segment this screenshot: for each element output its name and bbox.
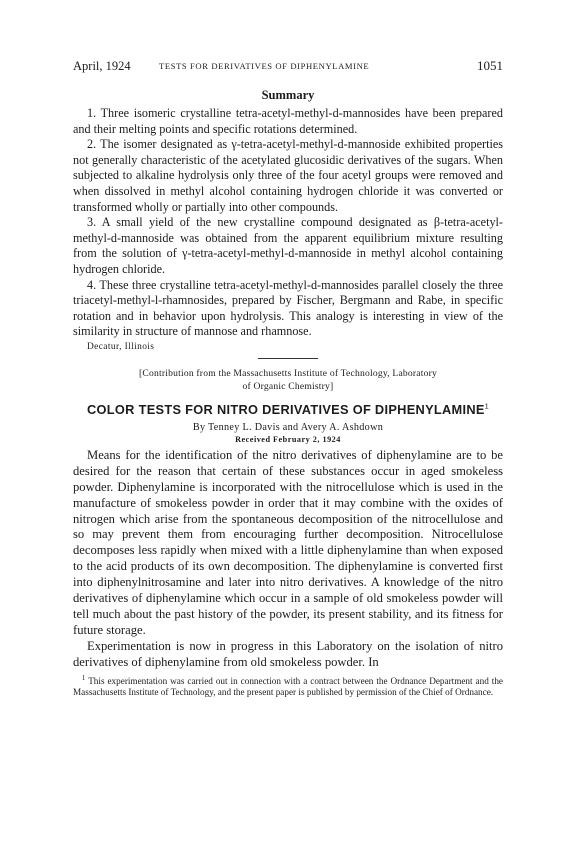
issue-date: April, 1924 xyxy=(73,59,131,73)
footnote xyxy=(73,673,503,700)
running-title: TESTS FOR DERIVATIVES OF DIPHENYLAMINE xyxy=(159,61,370,71)
body-paragraph-2: Experimentation is now in progress in this Laboratory on the isolation of nitro derivatives of diphenylamine from old smokeless powder. In xyxy=(73,638,503,669)
title-footnote-mark: 1 xyxy=(484,403,489,411)
article-title xyxy=(73,402,503,417)
article-authors: By Tenney L. Davis and Avery A. Ashdown xyxy=(192,421,384,433)
page-header xyxy=(73,58,503,76)
section-divider xyxy=(258,358,318,359)
contribution-line xyxy=(73,367,503,393)
summary-item-2: 2. The isomer designated as γ-tetra-acetyl-methyl-d-mannoside exhibited properties not generally characteristic of the acetylated glucosidic derivatives of the sugars. When subjected to alkaline hydrolysis only three of the four acetyl groups were removed and when dissolved in methyl alcohol containing hydrogen chloride it was converted or transformed wholly or partially into other compounds. xyxy=(73,137,503,214)
page-number: 1051 xyxy=(477,58,503,73)
summary-heading: Summary xyxy=(261,88,315,102)
article-body xyxy=(73,448,503,671)
contribution-line-2: of Organic Chemistry] xyxy=(242,380,334,392)
summary-item-4: 4. These three crystalline tetra-acetyl-methyl-d-mannosides parallel closely the three triacetyl-methyl-l-rhamnosides, prepared by Fischer, Bergmann and Rabe, in specific rotation and in behavior upon hydrolysis. This analogy is interesting in view of the similarity in structure of mannose and rhamnose. xyxy=(73,277,503,339)
body-paragraph-1: Means for the identification of the nitro derivatives of diphenylamine are to be desired for the reason that certain of these substances occur in aged smokeless powder. Diphenylamine is incorporated with the nitrocellulose which is used in the manufacture of smokeless powder in order that it may combine with the oxides of nitrogen which arise from the spontaneous decomposition of the nitrocellulose and so may prevent them from encouraging further decomposition. Nitrocellulose decomposes less rapidly when mixed with a little diphenylamine than when exposed to the acid products of its own decomposition. The diphenylamine is converted first into diphenylnitrosamine and later into nitro derivatives. A knowledge of the nitro derivatives of diphenylamine which occur in a sample of old smokeless powder will tell much about the past history of the powder, its present stability, and its fitness for future storage. xyxy=(73,447,503,637)
received-date: Received February 2, 1924 xyxy=(235,434,341,444)
summary-item-1: 1. Three isomeric crystalline tetra-acetyl-methyl-d-mannosides have been prepared and their melting points and specific rotations determined. xyxy=(73,106,503,136)
footnote-text: This experimentation was carried out in connection with a contract between the Ordnance Department and the Massachusetts Institute of Technology, and the present paper is published by permission of the Chief of Ordnance. xyxy=(73,675,503,698)
journal-page xyxy=(73,58,503,699)
article-title-text: COLOR TESTS FOR NITRO DERIVATIVES OF DIPHENYLAMINE xyxy=(87,401,485,417)
author-location: Decatur, Illinois xyxy=(87,341,155,352)
summary-item-3: 3. A small yield of the new crystalline compound designated as β-tetra-acetyl-methyl-d-mannoside was obtained from the apparent equilibrium mixture resulting from the solution of γ-tetra-acetyl-methyl-d-mannoside in methyl alcohol containing hydrogen chloride. xyxy=(73,215,503,276)
contribution-line-1: [Contribution from the Massachusetts Institute of Technology, Laboratory xyxy=(138,367,438,379)
footnote-mark: 1 xyxy=(81,673,86,682)
